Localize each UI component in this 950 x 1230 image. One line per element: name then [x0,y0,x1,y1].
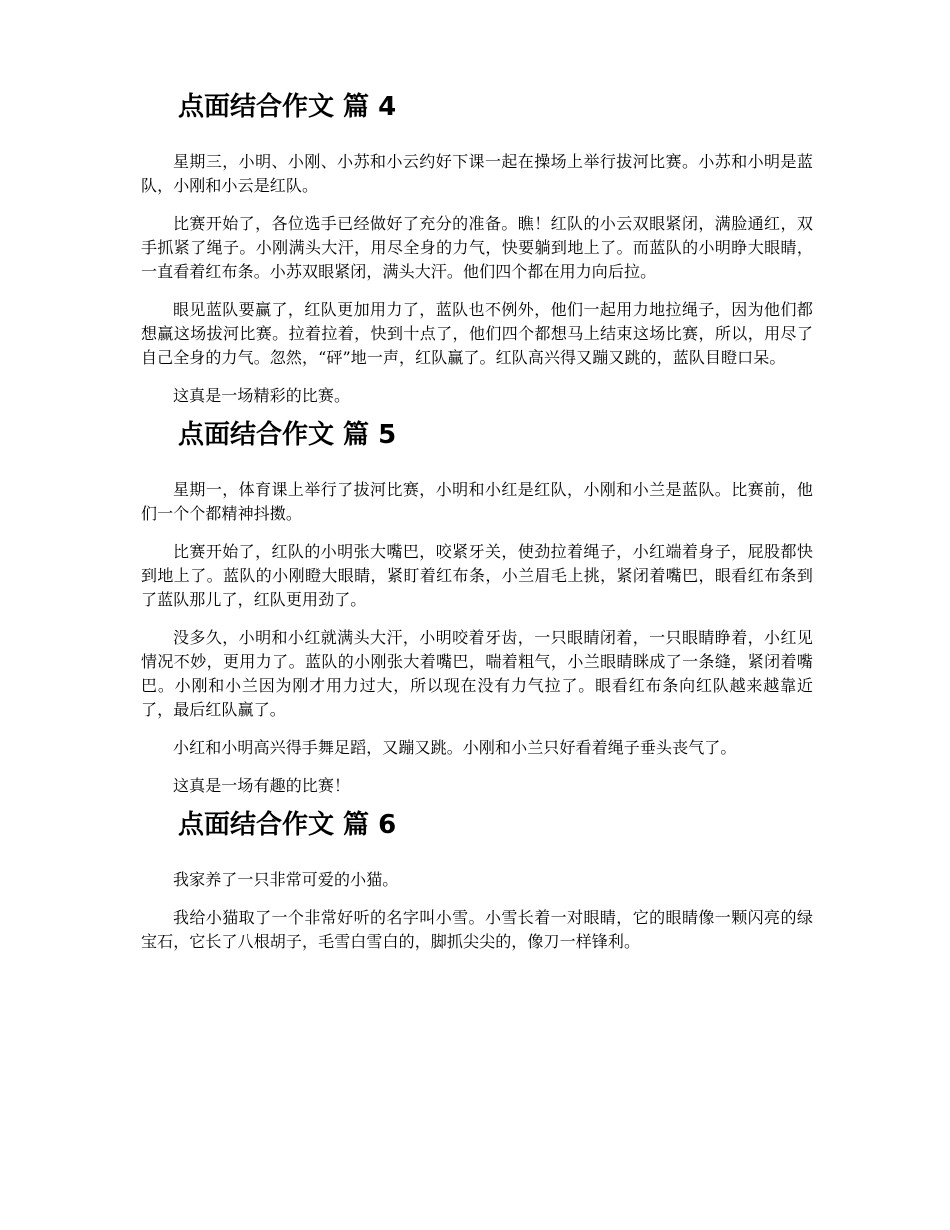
paragraph: 这真是一场精彩的比赛。 [173,386,351,405]
paragraph: 比赛开始了，各位选手已经做好了充分的准备。瞧！红队的小云双眼紧闭，满脸通红，双手抓紧了绳子。小刚满头大汗，用尽全身的力气，快要躺到地上了。而蓝队的小明睁大眼睛，一直看着红布条。小苏双眼紧闭，满头大汗。他们四个都在用力向后拉。 [141,214,813,281]
essay-section-6 [141,800,813,954]
section-title: 点面结合作文 篇 6 [178,810,397,840]
section-body [141,868,813,954]
paragraph: 我给小猫取了一个非常好听的名字叫小雪。小雪长着一对眼睛，它的眼睛像一颗闪亮的绿宝石，它长了八根胡子，毛雪白雪白的，脚抓尖尖的，像刀一样锋利。 [141,908,813,951]
paragraph: 没多久，小明和小红就满头大汗，小明咬着牙齿，一只眼睛闭着，一只眼睛睁着，小红见情况不妙，更用力了。蓝队的小刚张大着嘴巴，喘着粗气，小兰眼睛眯成了一条缝，紧闭着嘴巴。小刚和小兰因为刚才用力过大，所以现在没有力气拉了。眼看红布条向红队越来越靠近了，最后红队赢了。 [141,628,813,719]
section-title: 点面结合作文 篇 5 [178,420,397,450]
paragraph: 比赛开始了，红队的小明张大嘴巴，咬紧牙关，使劲拉着绳子，小红端着身子，屁股都快到地上了。蓝队的小刚瞪大眼睛，紧盯着红布条，小兰眉毛上挑，紧闭着嘴巴，眼看红布条到了蓝队那儿了，红队更用劲了。 [141,542,813,609]
paragraph: 这真是一场有趣的比赛！ [173,776,351,795]
section-body [141,478,813,798]
essay-section-4 [141,82,813,408]
section-title: 点面结合作文 篇 4 [178,92,397,122]
paragraph: 星期三，小明、小刚、小苏和小云约好下课一起在操场上举行拔河比赛。小苏和小明是蓝队，小刚和小云是红队。 [141,152,813,195]
paragraph: 星期一，体育课上举行了拔河比赛，小明和小红是红队，小刚和小兰是蓝队。比赛前，他们一个个都精神抖擞。 [141,480,813,523]
paragraph: 我家养了一只非常可爱的小猫。 [173,870,399,889]
document-page [141,82,813,954]
paragraph: 眼见蓝队要赢了，红队更加用力了，蓝队也不例外，他们一起用力地拉绳子，因为他们都想赢这场拔河比赛。拉着拉着，快到十点了，他们四个都想马上结束这场比赛，所以，用尽了自己全身的力气。忽然，“砰”地一声，红队赢了。红队高兴得又蹦又跳的，蓝队目瞪口呆。 [141,300,813,367]
essay-section-5 [141,410,813,798]
paragraph: 小红和小明高兴得手舞足蹈，又蹦又跳。小刚和小兰只好看着绳子垂头丧气了。 [173,738,737,757]
section-body [141,150,813,408]
